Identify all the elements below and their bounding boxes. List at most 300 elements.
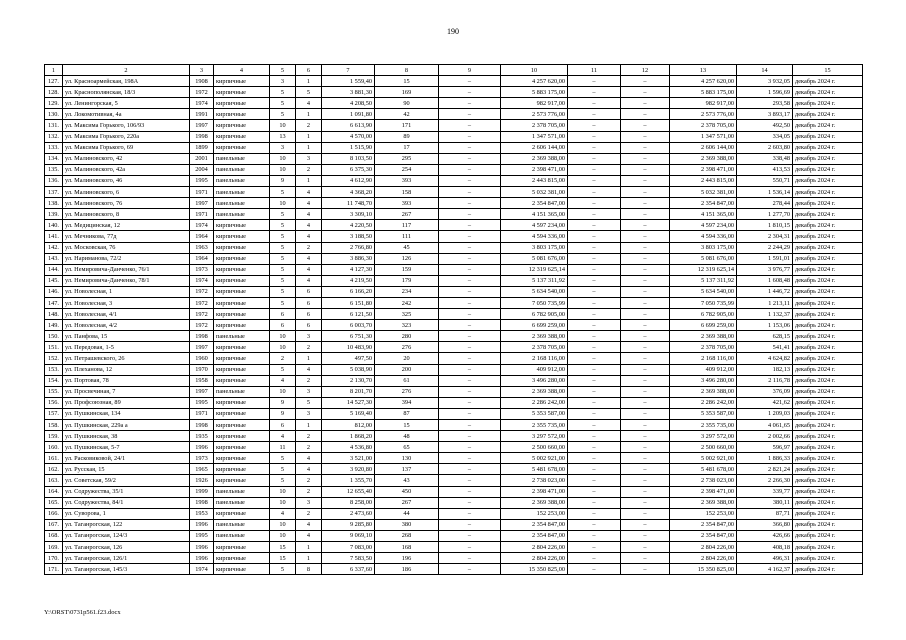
table-cell: 2 244,29: [737, 242, 793, 253]
table-cell: 20: [375, 353, 439, 364]
table-cell: 3 976,77: [737, 264, 793, 275]
table-row: [45, 364, 863, 375]
table-cell: 1997: [190, 120, 214, 131]
table-cell: 1 446,72: [737, 286, 793, 297]
table-cell: 5 169,40: [322, 408, 375, 419]
table-cell: 151.: [45, 342, 63, 353]
table-cell: 4: [296, 464, 322, 475]
table-cell: 111: [375, 231, 439, 242]
table-cell: –: [439, 253, 501, 264]
table-cell: 2: [296, 442, 322, 453]
table-cell: декабрь 2024 г.: [793, 564, 863, 575]
column-number-header: 4: [214, 65, 270, 76]
table-cell: 89: [375, 131, 439, 142]
table-cell: –: [621, 131, 670, 142]
table-cell: 5 353 587,00: [501, 408, 568, 419]
table-cell: –: [568, 87, 621, 98]
table-cell: 3 881,30: [322, 87, 375, 98]
table-cell: 2 473,60: [322, 508, 375, 519]
table-cell: ул. Панфова, 15: [63, 331, 190, 342]
table-row: [45, 353, 863, 364]
table-cell: 1935: [190, 431, 214, 442]
table-cell: 4 257 620,00: [670, 76, 737, 87]
table-cell: 2 355 735,00: [670, 420, 737, 431]
table-cell: 2 573 776,00: [670, 109, 737, 120]
table-row: [45, 87, 863, 98]
table-cell: 8 258,00: [322, 497, 375, 508]
table-cell: 2 354 847,00: [670, 519, 737, 530]
table-cell: –: [621, 475, 670, 486]
table-cell: 1960: [190, 353, 214, 364]
table-cell: –: [568, 320, 621, 331]
table-cell: 6 751,30: [322, 331, 375, 342]
table-cell: 5 032 381,00: [501, 187, 568, 198]
table-cell: декабрь 2024 г.: [793, 486, 863, 497]
table-cell: –: [568, 231, 621, 242]
table-cell: 2 804 226,00: [670, 553, 737, 564]
table-row: [45, 109, 863, 120]
table-cell: ул. Нариманова, 72/2: [63, 253, 190, 264]
table-cell: –: [621, 220, 670, 231]
table-cell: 152.: [45, 353, 63, 364]
table-cell: 2 738 023,00: [670, 475, 737, 486]
table-cell: 2 130,70: [322, 375, 375, 386]
table-cell: 11: [270, 442, 296, 453]
table-cell: ул. Содружества, 35/1: [63, 486, 190, 497]
table-cell: 135.: [45, 164, 63, 175]
table-cell: 13: [270, 131, 296, 142]
table-cell: –: [439, 431, 501, 442]
table-cell: 2 804 226,00: [501, 553, 568, 564]
column-number-header: 10: [501, 65, 568, 76]
table-cell: –: [568, 242, 621, 253]
table-cell: ул. Медицинская, 12: [63, 220, 190, 231]
table-cell: 2 286 242,00: [501, 397, 568, 408]
table-cell: 3 496 280,00: [501, 375, 568, 386]
table-cell: 168: [375, 542, 439, 553]
column-number-header: 1: [45, 65, 63, 76]
data-table: [44, 64, 863, 575]
table-cell: ул. Таганрогская, 122: [63, 519, 190, 530]
table-cell: 1 355,70: [322, 475, 375, 486]
table-cell: ул. Пушкинская, 38: [63, 431, 190, 442]
table-cell: 163.: [45, 475, 63, 486]
table-row: [45, 508, 863, 519]
table-cell: 15: [375, 76, 439, 87]
table-cell: 2 398 471,00: [670, 164, 737, 175]
table-cell: декабрь 2024 г.: [793, 431, 863, 442]
table-cell: –: [568, 364, 621, 375]
table-cell: 126: [375, 253, 439, 264]
table-cell: –: [621, 109, 670, 120]
table-cell: кирпичные: [214, 542, 270, 553]
table-cell: ул. Краснополянская, 18/3: [63, 87, 190, 98]
table-cell: 280: [375, 331, 439, 342]
table-cell: 10 483,90: [322, 342, 375, 353]
table-cell: 4 612,90: [322, 175, 375, 186]
table-cell: декабрь 2024 г.: [793, 175, 863, 186]
table-cell: декабрь 2024 г.: [793, 331, 863, 342]
table-cell: 380,11: [737, 497, 793, 508]
table-cell: –: [439, 397, 501, 408]
table-cell: –: [568, 397, 621, 408]
table-cell: –: [621, 353, 670, 364]
table-cell: 2001: [190, 153, 214, 164]
table-cell: 1995: [190, 175, 214, 186]
table-cell: 6 121,50: [322, 309, 375, 320]
table-cell: 1972: [190, 297, 214, 308]
table-cell: 1 213,11: [737, 297, 793, 308]
table-cell: 2 603,80: [737, 142, 793, 153]
table-cell: –: [439, 530, 501, 541]
table-cell: 1958: [190, 375, 214, 386]
table-cell: 168.: [45, 530, 63, 541]
table-cell: 15: [270, 553, 296, 564]
table-cell: –: [621, 519, 670, 530]
table-cell: 1972: [190, 320, 214, 331]
table-cell: 42: [375, 109, 439, 120]
table-cell: 366,80: [737, 519, 793, 530]
table-cell: ул. Немировича-Данченко, 76/1: [63, 264, 190, 275]
table-cell: 87: [375, 408, 439, 419]
table-cell: кирпичные: [214, 142, 270, 153]
table-cell: 7 050 735,99: [501, 297, 568, 308]
table-cell: 6 699 259,00: [670, 320, 737, 331]
table-cell: 1 132,37: [737, 309, 793, 320]
table-cell: 1973: [190, 264, 214, 275]
table-row: [45, 386, 863, 397]
table-cell: 131.: [45, 120, 63, 131]
table-cell: ул. Передовая, 1-5: [63, 342, 190, 353]
table-cell: кирпичные: [214, 264, 270, 275]
table-cell: 1998: [190, 131, 214, 142]
table-cell: ул. Мечникова, 77д: [63, 231, 190, 242]
table-cell: –: [621, 397, 670, 408]
table-cell: декабрь 2024 г.: [793, 264, 863, 275]
table-cell: 4 151 365,00: [501, 209, 568, 220]
table-cell: декабрь 2024 г.: [793, 475, 863, 486]
table-cell: 1995: [190, 530, 214, 541]
table-row: [45, 464, 863, 475]
table-cell: кирпичные: [214, 420, 270, 431]
table-cell: –: [439, 475, 501, 486]
table-cell: 145.: [45, 275, 63, 286]
table-cell: 6 782 905,00: [670, 309, 737, 320]
table-cell: 10: [270, 386, 296, 397]
table-cell: 3 920,80: [322, 464, 375, 475]
table-cell: 2: [296, 120, 322, 131]
table-cell: 4 162,37: [737, 564, 793, 575]
table-cell: 1 810,15: [737, 220, 793, 231]
table-cell: 376,09: [737, 386, 793, 397]
table-cell: 550,71: [737, 175, 793, 186]
table-cell: ул. Суворова, 1: [63, 508, 190, 519]
table-cell: ул. Малиновского, 6: [63, 187, 190, 198]
table-cell: 159.: [45, 431, 63, 442]
table-cell: –: [568, 187, 621, 198]
table-cell: –: [568, 220, 621, 231]
table-cell: –: [439, 564, 501, 575]
table-cell: ул. Таганрогская, 126: [63, 542, 190, 553]
table-cell: 450: [375, 486, 439, 497]
table-cell: 169.: [45, 542, 63, 553]
table-cell: –: [621, 331, 670, 342]
table-row: [45, 553, 863, 564]
table-cell: ул. Таганрогская, 126/1: [63, 553, 190, 564]
table-cell: –: [439, 153, 501, 164]
table-row: [45, 231, 863, 242]
table-cell: 339,77: [737, 486, 793, 497]
table-cell: 117: [375, 220, 439, 231]
table-cell: –: [621, 442, 670, 453]
table-cell: 5 081 676,00: [501, 253, 568, 264]
table-cell: –: [439, 76, 501, 87]
table-cell: 254: [375, 164, 439, 175]
table-cell: –: [568, 209, 621, 220]
table-cell: –: [621, 420, 670, 431]
table-cell: 323: [375, 320, 439, 331]
table-cell: 1 347 571,00: [670, 131, 737, 142]
table-cell: –: [621, 542, 670, 553]
table-cell: –: [439, 497, 501, 508]
table-cell: 1 091,80: [322, 109, 375, 120]
table-cell: –: [439, 187, 501, 198]
table-cell: декабрь 2024 г.: [793, 131, 863, 142]
table-cell: 5 137 311,92: [501, 275, 568, 286]
table-cell: 3 803 175,00: [670, 242, 737, 253]
table-cell: 421,62: [737, 397, 793, 408]
table-cell: –: [621, 386, 670, 397]
table-cell: 4 257 620,00: [501, 76, 568, 87]
table-cell: –: [439, 464, 501, 475]
table-cell: 1908: [190, 76, 214, 87]
table-cell: ул. Максима Горького, 106/93: [63, 120, 190, 131]
table-cell: 10: [270, 342, 296, 353]
table-cell: 982 917,00: [501, 98, 568, 109]
table-cell: 2: [296, 342, 322, 353]
table-cell: ул. Таганрогская, 124/3: [63, 530, 190, 541]
table-cell: 2: [270, 353, 296, 364]
table-cell: 1: [296, 76, 322, 87]
table-cell: панельные: [214, 331, 270, 342]
table-cell: 152 253,00: [670, 508, 737, 519]
table-cell: 2 766,80: [322, 242, 375, 253]
table-cell: 1: [296, 553, 322, 564]
table-cell: 496,31: [737, 553, 793, 564]
table-cell: кирпичные: [214, 320, 270, 331]
table-cell: 2 369 388,00: [501, 386, 568, 397]
table-cell: декабрь 2024 г.: [793, 253, 863, 264]
table-cell: 2 354 847,00: [501, 530, 568, 541]
table-cell: 6 375,30: [322, 164, 375, 175]
table-cell: 1971: [190, 187, 214, 198]
table-cell: 4: [296, 364, 322, 375]
table-cell: 90: [375, 98, 439, 109]
table-row: [45, 486, 863, 497]
table-cell: –: [439, 209, 501, 220]
table-cell: 15 350 825,00: [670, 564, 737, 575]
table-cell: –: [568, 475, 621, 486]
table-cell: 1: [296, 353, 322, 364]
table-cell: 276: [375, 342, 439, 353]
table-cell: 4 151 365,00: [670, 209, 737, 220]
table-cell: 6 699 259,00: [501, 320, 568, 331]
table-cell: 153.: [45, 364, 63, 375]
table-cell: декабрь 2024 г.: [793, 198, 863, 209]
table-cell: кирпичные: [214, 508, 270, 519]
table-cell: 2 354 847,00: [501, 198, 568, 209]
table-cell: ул. Московская, 76: [63, 242, 190, 253]
table-cell: 2004: [190, 164, 214, 175]
table-cell: 3: [296, 331, 322, 342]
table-cell: 43: [375, 475, 439, 486]
table-cell: 12 655,40: [322, 486, 375, 497]
table-cell: ул. Расковиковой, 24/1: [63, 453, 190, 464]
table-cell: декабрь 2024 г.: [793, 519, 863, 530]
table-cell: –: [568, 297, 621, 308]
table-cell: 1: [296, 142, 322, 153]
table-cell: 2: [296, 508, 322, 519]
table-cell: 171.: [45, 564, 63, 575]
table-cell: 1 277,70: [737, 209, 793, 220]
table-cell: декабрь 2024 г.: [793, 442, 863, 453]
table-cell: –: [439, 309, 501, 320]
table-cell: декабрь 2024 г.: [793, 109, 863, 120]
table-cell: декабрь 2024 г.: [793, 242, 863, 253]
table-cell: 5: [270, 475, 296, 486]
table-cell: панельные: [214, 175, 270, 186]
table-cell: –: [439, 120, 501, 131]
table-cell: 132.: [45, 131, 63, 142]
table-cell: декабрь 2024 г.: [793, 353, 863, 364]
table-cell: ул. Пушкинская, 229а а: [63, 420, 190, 431]
table-cell: –: [621, 76, 670, 87]
table-cell: 1998: [190, 420, 214, 431]
table-cell: 8 201,70: [322, 386, 375, 397]
table-cell: декабрь 2024 г.: [793, 120, 863, 131]
table-cell: ул. Красноармейская, 198А: [63, 76, 190, 87]
table-cell: декабрь 2024 г.: [793, 153, 863, 164]
table-cell: –: [439, 375, 501, 386]
table-cell: 2 304,31: [737, 231, 793, 242]
table-row: [45, 98, 863, 109]
table-cell: 234: [375, 286, 439, 297]
table-cell: 5 032 381,00: [670, 187, 737, 198]
table-cell: –: [568, 497, 621, 508]
table-cell: 5: [270, 87, 296, 98]
table-cell: 5 081 676,00: [670, 253, 737, 264]
table-cell: 138.: [45, 198, 63, 209]
table-row: [45, 198, 863, 209]
table-cell: 149.: [45, 320, 63, 331]
table-cell: –: [621, 175, 670, 186]
table-row: [45, 309, 863, 320]
table-cell: –: [439, 231, 501, 242]
table-cell: 4 219,50: [322, 275, 375, 286]
column-number-header: 14: [737, 65, 793, 76]
table-cell: ул. Локомотивная, 4а: [63, 109, 190, 120]
table-cell: 5 481 678,00: [670, 464, 737, 475]
table-cell: –: [568, 76, 621, 87]
table-cell: –: [568, 486, 621, 497]
table-cell: 139.: [45, 209, 63, 220]
table-cell: 141.: [45, 231, 63, 242]
table-cell: 5: [270, 275, 296, 286]
table-cell: 4 597 234,00: [501, 220, 568, 231]
table-cell: –: [439, 486, 501, 497]
table-cell: –: [621, 87, 670, 98]
table-cell: 2 378 705,00: [670, 342, 737, 353]
table-cell: –: [621, 342, 670, 353]
table-cell: 2 355 735,00: [501, 420, 568, 431]
table-cell: 156.: [45, 397, 63, 408]
table-cell: панельные: [214, 187, 270, 198]
table-cell: 1965: [190, 464, 214, 475]
table-cell: –: [568, 142, 621, 153]
table-cell: кирпичные: [214, 253, 270, 264]
table-cell: –: [621, 375, 670, 386]
table-cell: –: [621, 497, 670, 508]
table-row: [45, 187, 863, 198]
table-cell: 6 337,60: [322, 564, 375, 575]
table-cell: 6: [270, 309, 296, 320]
table-cell: 133.: [45, 142, 63, 153]
table-cell: –: [621, 486, 670, 497]
table-cell: 2: [296, 164, 322, 175]
table-cell: 1963: [190, 242, 214, 253]
table-cell: –: [621, 264, 670, 275]
table-cell: –: [568, 286, 621, 297]
table-cell: –: [439, 420, 501, 431]
table-cell: 5: [270, 297, 296, 308]
table-row: [45, 175, 863, 186]
table-cell: 150.: [45, 331, 63, 342]
table-cell: 2 398 471,00: [501, 486, 568, 497]
table-row: [45, 76, 863, 87]
table-cell: –: [439, 453, 501, 464]
table-cell: 268: [375, 530, 439, 541]
column-number-header: 8: [375, 65, 439, 76]
table-cell: –: [568, 98, 621, 109]
table-cell: кирпичные: [214, 98, 270, 109]
table-cell: 1973: [190, 453, 214, 464]
table-cell: 6: [270, 420, 296, 431]
table-cell: –: [621, 253, 670, 264]
table-cell: 1996: [190, 542, 214, 553]
table-cell: 2 369 388,00: [670, 153, 737, 164]
table-cell: –: [439, 508, 501, 519]
table-cell: 982 917,00: [670, 98, 737, 109]
table-cell: 497,50: [322, 353, 375, 364]
table-cell: 5: [270, 109, 296, 120]
table-cell: –: [568, 131, 621, 142]
table-cell: 6 003,70: [322, 320, 375, 331]
table-cell: ул. Таганрогская, 145/3: [63, 564, 190, 575]
table-cell: декабрь 2024 г.: [793, 408, 863, 419]
table-cell: 3 309,10: [322, 209, 375, 220]
table-cell: 3 893,17: [737, 109, 793, 120]
table-cell: 4 061,65: [737, 420, 793, 431]
table-cell: 2 573 776,00: [501, 109, 568, 120]
table-cell: 295: [375, 153, 439, 164]
table-cell: –: [621, 286, 670, 297]
table-cell: 4 570,00: [322, 131, 375, 142]
table-cell: 2 168 116,00: [501, 353, 568, 364]
table-cell: –: [621, 209, 670, 220]
table-row: [45, 342, 863, 353]
table-cell: кирпичные: [214, 464, 270, 475]
table-cell: кирпичные: [214, 564, 270, 575]
